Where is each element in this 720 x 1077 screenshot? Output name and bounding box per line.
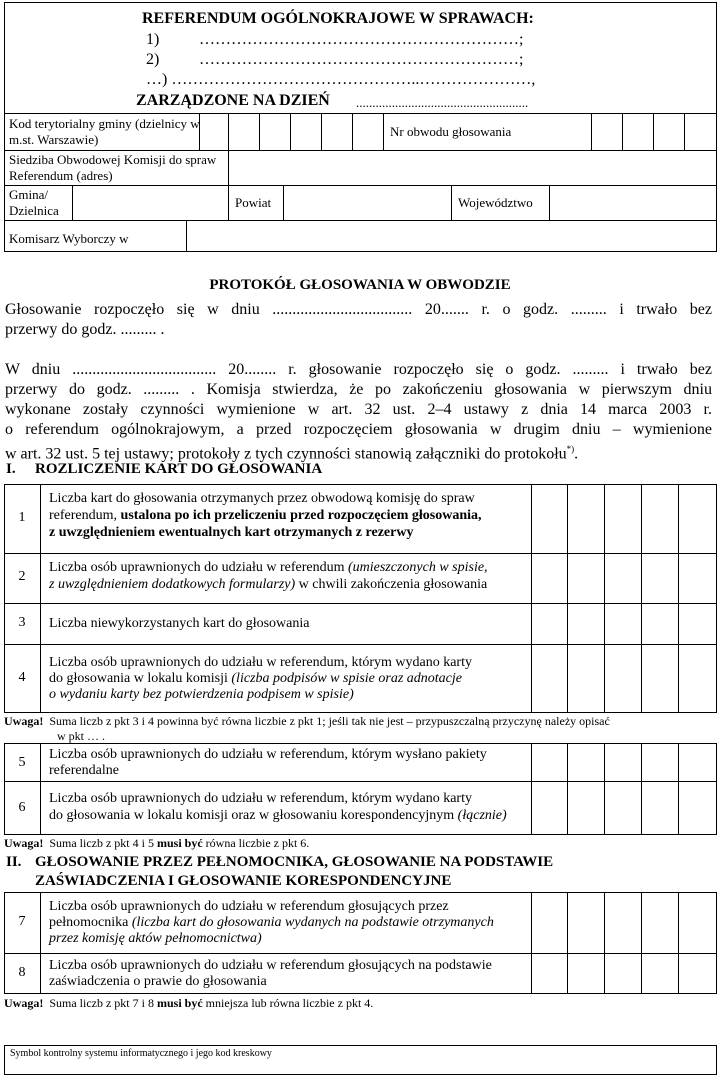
territorial-code-cells[interactable] — [199, 113, 383, 150]
row-desc-l2-normal: do głosowania w lokalu komisji — [49, 671, 232, 686]
voivodeship-field[interactable] — [549, 185, 717, 220]
protocol-p2-line5 — [5, 440, 578, 463]
row-desc-l1: Liczba niewykorzystanych kart do głosowania — [49, 616, 310, 631]
voivodeship-label: Województwo — [458, 195, 533, 210]
row-number: 5 — [18, 755, 26, 770]
row-2-digit-cells[interactable] — [531, 553, 717, 603]
row-desc-l1 — [49, 560, 488, 576]
table-row — [4, 892, 531, 953]
row-desc-l1: Liczba osób uprawnionych do udziału w referendum, którym wydano karty — [49, 655, 472, 670]
table-row — [4, 644, 531, 713]
row-8-digit-cells[interactable] — [531, 953, 717, 994]
warning-2 — [4, 836, 309, 850]
section-2-num: II. — [6, 854, 22, 870]
row-desc-l2: zaświadczenia o prawie do głosowania — [49, 974, 267, 989]
section-2-title-l2: ZAŚWIADCZENIA I GŁOSOWANIE KORESPONDENCYJNE — [35, 873, 452, 889]
protocol-p2-line2: przerwy do godz. ......... . Komisja stwierdza, że po zakończeniu głosowania w pierwszym dniu — [5, 381, 712, 398]
control-symbol-label: Symbol kontrolny systemu informatycznego i jego kod kreskowy — [10, 1048, 272, 1059]
row-desc-l3: przez komisję aktów pełnomocnictwa) — [49, 931, 262, 946]
warning-text-c: równa liczbie z pkt 6. — [202, 836, 310, 850]
row-desc-l1: Liczba osób uprawnionych do udziału w referendum głosujących przez — [49, 899, 449, 914]
row-5-digit-cells[interactable] — [531, 743, 717, 781]
warning-text-b: musi być — [156, 836, 203, 850]
row-desc-l2-normal: referendum, — [49, 508, 121, 523]
row-desc-l1-italic: (umieszczonych w spisie, — [347, 560, 488, 575]
row-desc-l2-normal: pełnomocnika — [49, 915, 132, 930]
protocol-p2-line5-end: . — [574, 445, 579, 463]
row-number: 1 — [18, 510, 26, 525]
protocol-p2-line1: W dniu .................................... 20........ r. głosowanie rozpoczęło się o godz. ......... i trwało bez — [5, 361, 712, 378]
row-desc-l2-normal: do głosowania w lokalu komisji oraz w głosowaniu korespondencyjnym — [49, 808, 458, 823]
row-number: 2 — [18, 569, 26, 584]
warning-text-a: Suma liczb z pkt 7 i 8 — [49, 996, 157, 1010]
warning-text: Suma liczb z pkt 3 i 4 powinna być równa liczbie z pkt 1; jeśli tak nie jest – przypuszczalną przyczynę należy opisać — [49, 714, 610, 728]
ordered-dots: ..................................................... — [356, 95, 529, 110]
district-number-label: Nr obwodu głosowania — [390, 124, 512, 139]
protocol-title: PROTOKÓŁ GŁOSOWANIA W OBWODZIE — [209, 277, 511, 293]
table-row — [4, 603, 531, 644]
row-desc-l2-italic: (liczba podpisów w spisie oraz adnotacje — [231, 671, 463, 686]
row-desc-l2 — [49, 915, 494, 931]
row-number: 3 — [18, 615, 26, 630]
row-number: 8 — [18, 965, 26, 980]
row-4-digit-cells[interactable] — [531, 644, 717, 713]
commissioner-field[interactable] — [186, 220, 717, 252]
ordered-label: ZARZĄDZONE NA DZIEŃ — [136, 92, 330, 109]
row-1-digit-cells[interactable] — [531, 484, 717, 553]
row-desc-l2-normal: w chwili zakończenia głosowania — [295, 577, 488, 592]
warning-label: Uwaga! — [4, 714, 44, 728]
question-1-dots: ……………………………………………………; — [199, 31, 524, 48]
county-label: Powiat — [235, 195, 272, 210]
row-desc-l2-italic: (łącznie) — [457, 808, 507, 823]
protocol-p1-line1: Głosowanie rozpoczęło się w dniu ................................... 20....... r. o godz. ......... i trwało bez — [5, 301, 712, 318]
protocol-p2-line3: wykonane zostały czynności wymienione w art. 32 ust. 2–4 ustawy z dnia 14 marca 2003 r. — [5, 401, 712, 418]
row-desc-l1-normal: Liczba osób uprawnionych do udziału w referendum — [49, 560, 348, 575]
warning-label: Uwaga! — [4, 996, 44, 1010]
commissioner-label: Komisarz Wyborczy w — [9, 231, 129, 246]
row-3-digit-cells[interactable] — [531, 603, 717, 644]
row-6-digit-cells[interactable] — [531, 781, 717, 835]
question-2-dots: ……………………………………………………; — [199, 51, 524, 68]
row-desc-l3: z uwzględnieniem ewentualnych kart otrzymanych z rezerwy — [49, 525, 414, 540]
row-desc-l1: Liczba osób uprawnionych do udziału w referendum głosujących na podstawie — [49, 958, 492, 973]
warning-text-a: Suma liczb z pkt 4 i 5 — [49, 836, 157, 850]
question-2-num: 2) — [146, 51, 160, 68]
municipality-field[interactable] — [72, 185, 228, 220]
row-number: 4 — [18, 670, 26, 685]
row-7-digit-cells[interactable] — [531, 892, 717, 953]
section-1-title: ROZLICZENIE KART DO GŁOSOWANIA — [35, 461, 323, 477]
row-desc-l3: o wydaniu karty bez potwierdzenia podpisem w spisie) — [49, 687, 354, 702]
row-desc-l2 — [49, 508, 482, 524]
row-desc-l2-bold: ustalona po ich przeliczeniu przed rozpoczęciem głosowania, — [120, 508, 482, 523]
table-row — [4, 781, 531, 835]
section-2-title-l1: GŁOSOWANIE PRZEZ PEŁNOMOCNIKA, GŁOSOWANIE NA PODSTAWIE — [35, 854, 554, 870]
table-row — [4, 743, 531, 781]
territorial-code-label: Kod terytorialny gminy (dzielnicy w m.st. Warszawie) — [9, 116, 200, 147]
county-field[interactable] — [283, 185, 451, 220]
table-row — [4, 953, 531, 994]
table-row — [4, 553, 531, 603]
row-desc-l1: Liczba kart do głosowania otrzymanych przez obwodową komisję do spraw — [49, 491, 475, 506]
question-1-num: 1) — [146, 31, 160, 48]
section-1-num: I. — [6, 461, 16, 477]
commission-seat-field[interactable] — [228, 150, 717, 185]
warning-text-b: musi być — [156, 996, 203, 1010]
warning-1 — [4, 714, 610, 728]
warning-label: Uwaga! — [4, 836, 44, 850]
municipality-label: Gmina/ Dzielnica — [9, 187, 59, 218]
row-desc-l2 — [49, 577, 487, 593]
row-desc-l1: Liczba osób uprawnionych do udziału w referendum, którym wysłano pakiety — [49, 747, 487, 762]
protocol-p2-line5-text: w art. 32 ust. 5 tej ustawy; protokoły z tych czynności stanowią załączniki do protokołu — [5, 445, 567, 463]
protocol-p2-line4: o referendum ogólnokrajowym, a przed rozpoczęciem głosowania w drugim dniu – wymienione — [5, 421, 712, 438]
warning-1-cont: w pkt … . — [57, 729, 105, 743]
warning-3 — [4, 996, 373, 1010]
row-number: 6 — [18, 800, 26, 815]
row-desc-l2: referendalne — [49, 763, 119, 778]
commission-seat-label: Siedziba Obwodowej Komisji do spraw Referendum (adres) — [9, 152, 217, 183]
row-desc-l2 — [49, 671, 462, 687]
row-desc-l2-italic: (liczba kart do głosowania wydanych na podstawie otrzymanych — [131, 915, 494, 930]
row-desc-l2 — [49, 808, 507, 824]
row-desc-l1: Liczba osób uprawnionych do udziału w referendum, którym wydano karty — [49, 791, 472, 806]
question-more: …) ………………………………………..…………………, — [146, 71, 536, 88]
row-number: 7 — [18, 914, 26, 929]
table-row — [4, 484, 531, 553]
referendum-title: REFERENDUM OGÓLNOKRAJOWE W SPRAWACH: — [142, 10, 534, 27]
warning-text-c: mniejsza lub równa liczbie z pkt 4. — [202, 996, 374, 1010]
footnote-mark: *) — [566, 444, 575, 454]
protocol-p1-line2: przerwy do godz. ......... . — [5, 321, 165, 338]
row-desc-l2-italic: z uwzględnieniem dodatkowych formularzy) — [49, 577, 296, 592]
district-number-cells[interactable] — [591, 113, 717, 150]
